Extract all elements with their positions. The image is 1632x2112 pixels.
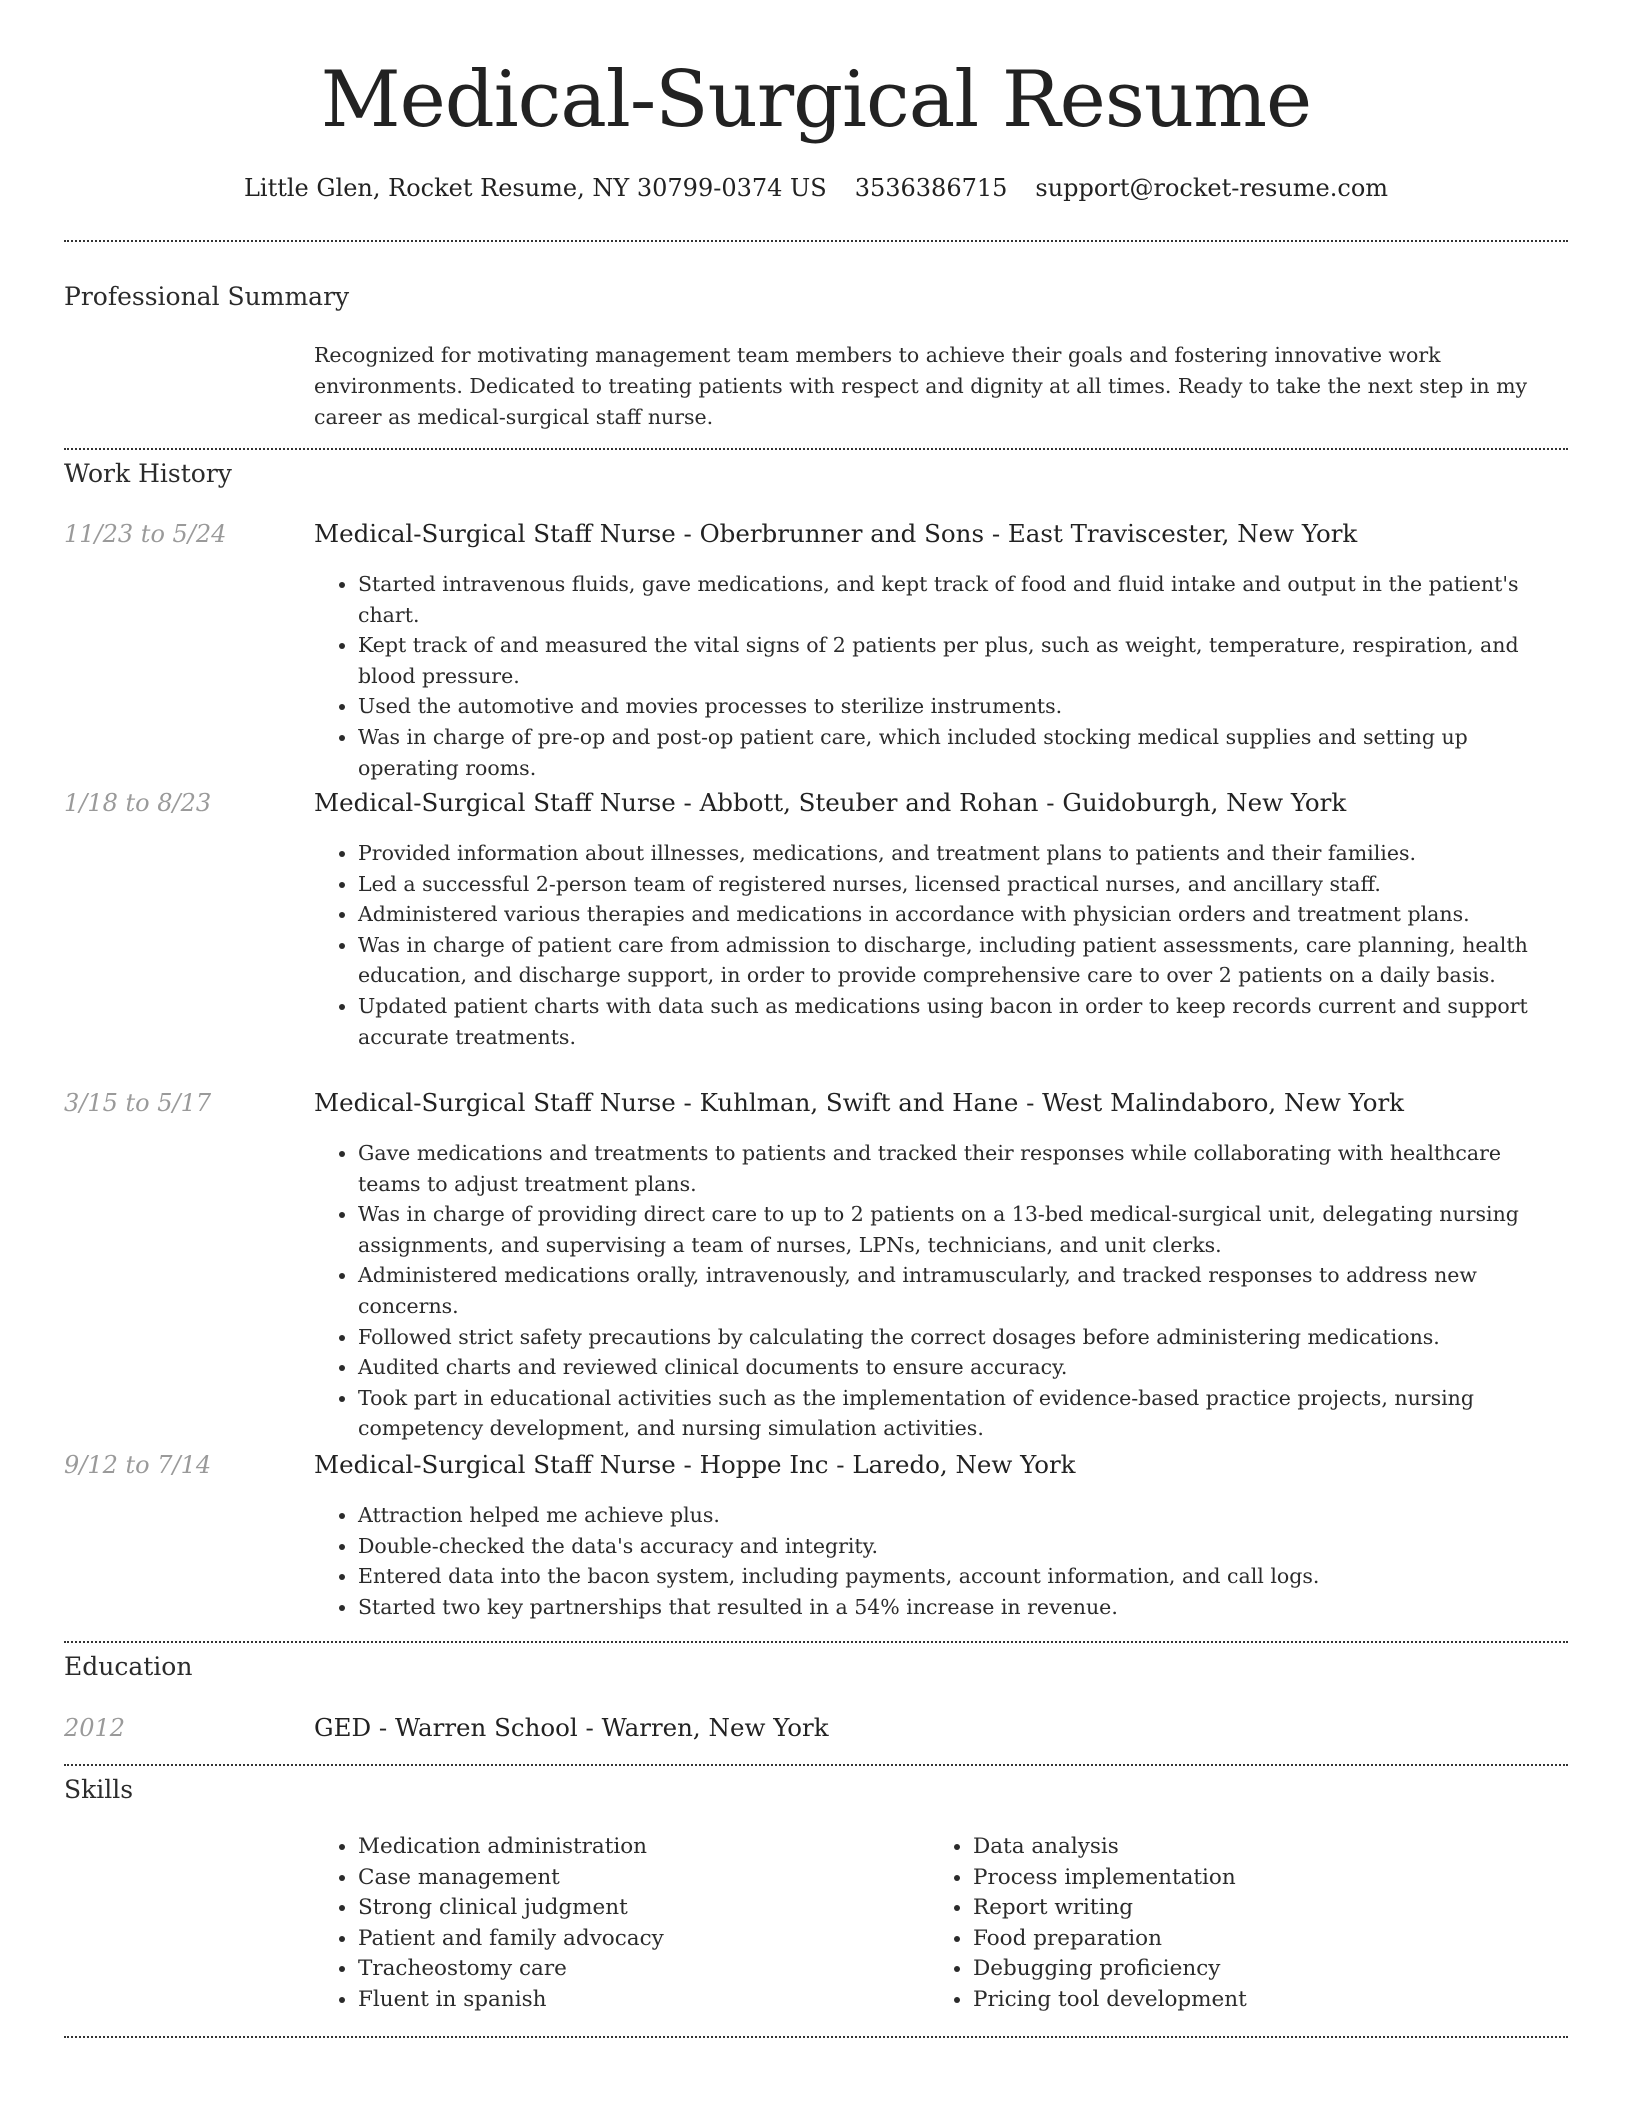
job-bullet: • Was in charge of pre-op and post-op patient care, which included stocking medical supplies and setting up operating rooms. bbox=[358, 722, 1568, 783]
job-bullets bbox=[314, 838, 1568, 1052]
skill-item: • Debugging proficiency bbox=[973, 1954, 1489, 1985]
skills-list-left bbox=[314, 1832, 874, 2016]
section-title-education: Education bbox=[64, 1652, 193, 1681]
job-title: Medical-Surgical Staff Nurse - Hoppe Inc - Laredo, New York bbox=[314, 1450, 1076, 1479]
job-bullet: • Used the automotive and movies processes to sterilize instruments. bbox=[358, 691, 1568, 722]
job-title: Medical-Surgical Staff Nurse - Kuhlman, Swift and Hane - West Malindaboro, New York bbox=[314, 1088, 1405, 1117]
job-dates: 1/18 to 8/23 bbox=[64, 789, 212, 817]
job-bullets bbox=[314, 569, 1568, 783]
resume-title: Medical-Surgical Resume bbox=[320, 55, 1312, 145]
section-title-summary: Professional Summary bbox=[64, 282, 350, 311]
section-title-work: Work History bbox=[64, 459, 232, 488]
job-bullet: • Was in charge of providing direct care to up to 2 patients on a 13-bed medical-surgical unit, delegating nursing assignments, and supervising a team of nurses, LPNs, technicians, and unit clerks. bbox=[358, 1199, 1568, 1260]
job-bullet: • Was in charge of patient care from admission to discharge, including patient assessments, care planning, health education, and discharge support, in order to provide comprehensive care to over 2 patients on a daily basis. bbox=[358, 930, 1568, 991]
divider-work bbox=[64, 1641, 1568, 1643]
job-title: Medical-Surgical Staff Nurse - Oberbrunner and Sons - East Traviscester, New York bbox=[314, 519, 1358, 548]
job-bullet: • Administered medications orally, intravenously, and intramuscularly, and tracked responses to address new concerns. bbox=[358, 1260, 1568, 1321]
job-bullet: • Entered data into the bacon system, including payments, account information, and call logs. bbox=[358, 1561, 1568, 1592]
job-bullet: • Audited charts and reviewed clinical documents to ensure accuracy. bbox=[358, 1352, 1568, 1383]
skill-item: • Food preparation bbox=[973, 1924, 1489, 1955]
job-bullets bbox=[314, 1138, 1568, 1444]
job-dates: 3/15 to 5/17 bbox=[64, 1089, 212, 1117]
skills-list-right bbox=[929, 1832, 1489, 2016]
skill-item: • Medication administration bbox=[358, 1832, 874, 1863]
job-dates: 9/12 to 7/14 bbox=[64, 1451, 212, 1479]
job-bullet: • Attraction helped me achieve plus. bbox=[358, 1500, 1568, 1531]
job-bullet: • Gave medications and treatments to patients and tracked their responses while collaborating with healthcare teams to adjust treatment plans. bbox=[358, 1138, 1568, 1199]
skill-item: • Report writing bbox=[973, 1893, 1489, 1924]
job-bullet: • Took part in educational activities such as the implementation of evidence-based practice projects, nursing competency development, and nursing simulation activities. bbox=[358, 1383, 1568, 1444]
divider-summary bbox=[64, 448, 1568, 450]
skill-item: • Strong clinical judgment bbox=[358, 1893, 874, 1924]
divider-education bbox=[64, 1764, 1568, 1766]
job-bullet: • Administered various therapies and medications in accordance with physician orders and treatment plans. bbox=[358, 899, 1568, 930]
skill-item: • Data analysis bbox=[973, 1832, 1489, 1863]
section-title-skills: Skills bbox=[64, 1775, 134, 1804]
job-bullet: • Led a successful 2-person team of registered nurses, licensed practical nurses, and ancillary staff. bbox=[358, 869, 1568, 900]
education-year: 2012 bbox=[64, 1714, 126, 1742]
job-dates: 11/23 to 5/24 bbox=[64, 520, 227, 548]
skill-item: • Fluent in spanish bbox=[358, 1985, 874, 2016]
job-bullets bbox=[314, 1500, 1568, 1622]
education-entry: GED - Warren School - Warren, New York bbox=[314, 1713, 829, 1742]
job-bullet: • Started two key partnerships that resulted in a 54% increase in revenue. bbox=[358, 1592, 1568, 1623]
skill-item: • Process implementation bbox=[973, 1863, 1489, 1894]
contact-phone: 3536386715 bbox=[854, 174, 1008, 202]
skill-item: • Patient and family advocacy bbox=[358, 1924, 874, 1955]
skill-item: • Case management bbox=[358, 1863, 874, 1894]
job-bullet: • Provided information about illnesses, medications, and treatment plans to patients and their families. bbox=[358, 838, 1568, 869]
job-bullet: • Updated patient charts with data such as medications using bacon in order to keep records current and support accurate treatments. bbox=[358, 991, 1568, 1052]
contact-email: support@rocket-resume.com bbox=[1035, 174, 1389, 202]
job-bullet: • Started intravenous fluids, gave medications, and kept track of food and fluid intake and output in the patient's chart. bbox=[358, 569, 1568, 630]
job-bullet: • Followed strict safety precautions by calculating the correct dosages before administering medications. bbox=[358, 1322, 1568, 1353]
summary-text: Recognized for motivating management team members to achieve their goals and fostering innovative work environments. Dedicated to treating patients with respect and dignity at all times. Ready to take the next step in my career as medical-surgical staff nurse. bbox=[314, 343, 1528, 429]
contact-address: Little Glen, Rocket Resume, NY 30799-0374 US bbox=[243, 174, 827, 202]
divider-skills bbox=[64, 2036, 1568, 2038]
job-bullet: • Double-checked the data's accuracy and integrity. bbox=[358, 1531, 1568, 1562]
job-bullet: • Kept track of and measured the vital signs of 2 patients per plus, such as weight, temperature, respiration, and blood pressure. bbox=[358, 630, 1568, 691]
divider-header bbox=[64, 240, 1568, 242]
skill-item: • Pricing tool development bbox=[973, 1985, 1489, 2016]
job-title: Medical-Surgical Staff Nurse - Abbott, Steuber and Rohan - Guidoburgh, New York bbox=[314, 788, 1347, 817]
skill-item: • Tracheostomy care bbox=[358, 1954, 874, 1985]
contact-line bbox=[64, 170, 1568, 206]
